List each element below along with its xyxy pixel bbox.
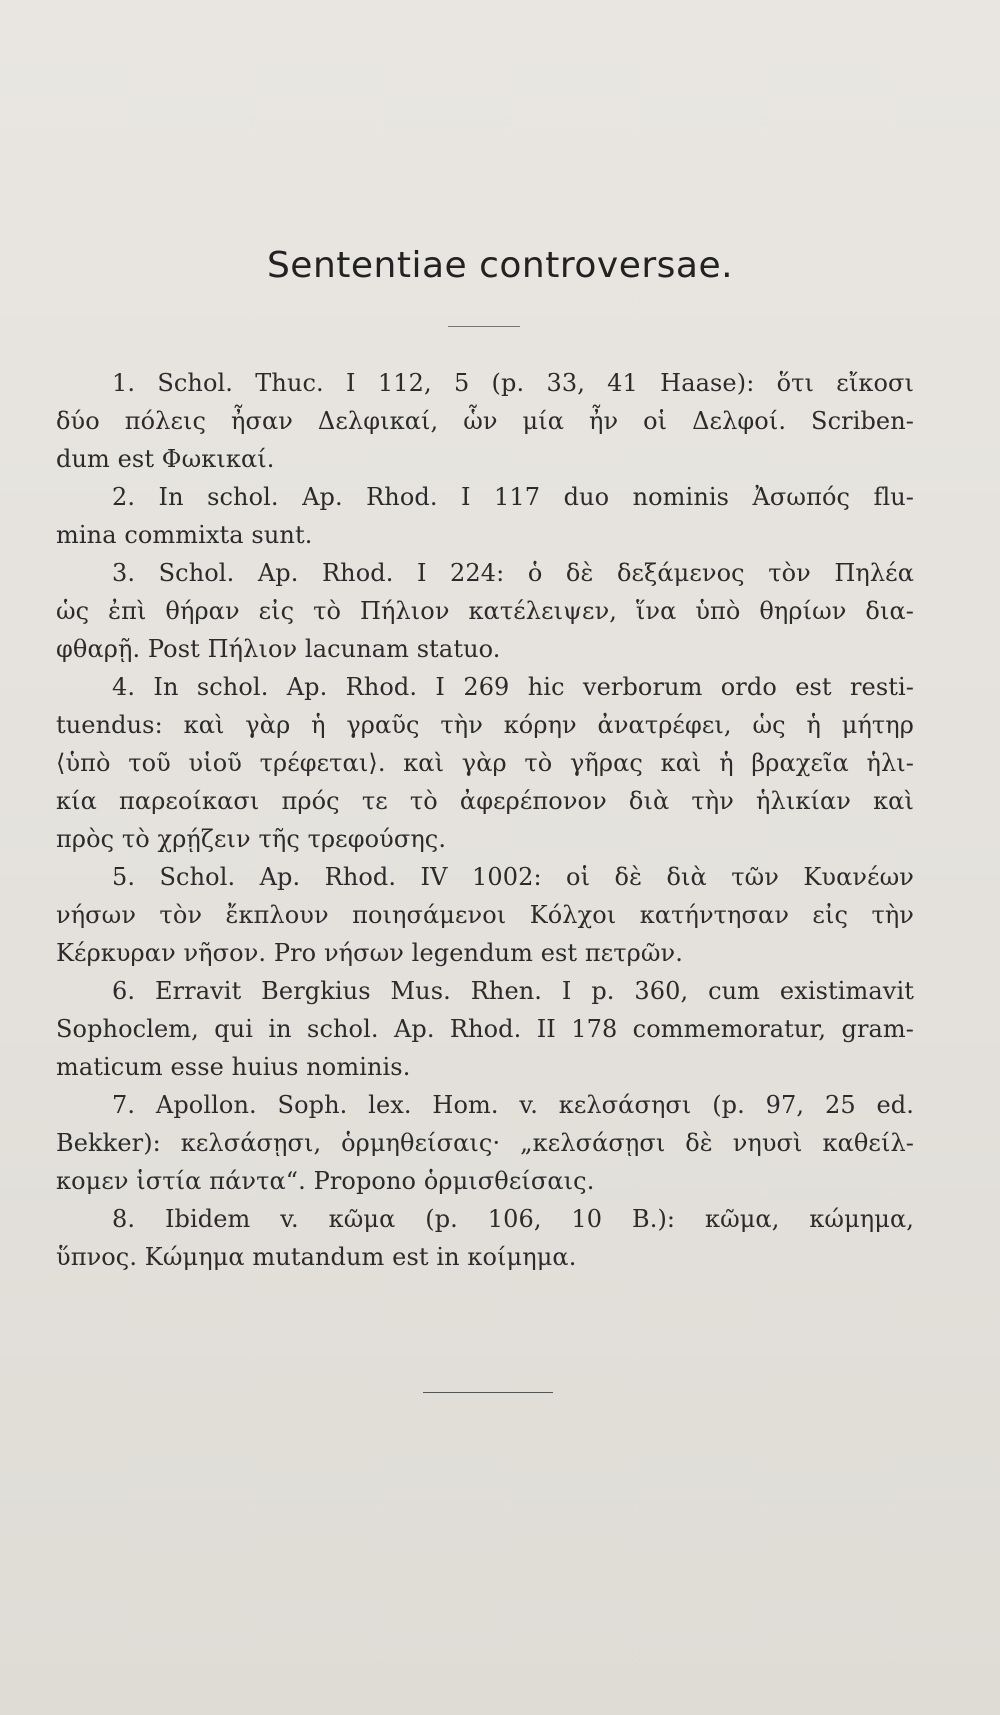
text-line: Κέρκυραν νῆσον. Pro νήσων legendum est πετρῶν. xyxy=(56,939,683,967)
text-line: ὕπνος. Κώμημα mutandum est in κοίμημα. xyxy=(56,1243,577,1271)
text-line: 1. Schol. Thuc. I 112, 5 (p. 33, 41 Haase): ὅτι εἴκοσι xyxy=(112,369,914,397)
text-line: ὡς ἐπὶ θήραν εἰς τὸ Πήλιον κατέλειψεν, ἵνα ὑπὸ θηρίων δια- xyxy=(56,597,914,625)
text-line: 2. In schol. Ap. Rhod. I 117 duo nominis Ἀσωπός flu- xyxy=(112,483,914,511)
text-line: 8. Ibidem v. κῶμα (p. 106, 10 B.): κῶμα, κώμημα, xyxy=(112,1205,914,1233)
text-line: Bekker): κελσάσῃσι, ὁρμηθείσαις· „κελσάσῃσι δὲ νηυσὶ καθείλ- xyxy=(56,1129,914,1157)
text-line: mina commixta sunt. xyxy=(56,521,313,549)
text-line: κία παρεοίκασι πρός τε τὸ ἀφερέπονον διὰ τὴν ἡλικίαν καὶ xyxy=(56,787,914,815)
text-line: δύο πόλεις ἦσαν Δελφικαί, ὧν μία ἦν οἱ Δελφοί. Scriben- xyxy=(56,407,914,435)
text-body xyxy=(56,364,914,1276)
text-line: Sophoclem, qui in schol. Ap. Rhod. II 178 commemoratur, gram- xyxy=(56,1015,914,1043)
text-line: 5. Schol. Ap. Rhod. IV 1002: οἱ δὲ διὰ τῶν Κυανέων xyxy=(112,863,914,891)
text-line: tuendus: καὶ γὰρ ἡ γραῦς τὴν κόρην ἀνατρέφει, ὡς ἡ μήτηρ xyxy=(56,711,914,739)
title-divider xyxy=(448,326,520,327)
text-line: 3. Schol. Ap. Rhod. I 224: ὁ δὲ δεξάμενος τὸν Πηλέα xyxy=(112,559,914,587)
text-line: 7. Apollon. Soph. lex. Hom. v. κελσάσησι (p. 97, 25 ed. xyxy=(112,1091,914,1119)
text-line: dum est Φωκικαί. xyxy=(56,445,275,473)
text-line: νήσων τὸν ἔκπλουν ποιησάμενοι Κόλχοι κατήντησαν εἰς τὴν xyxy=(56,901,914,929)
text-line: πρὸς τὸ χρῄζειν τῆς τρεφούσης. xyxy=(56,825,447,853)
text-line: ⟨ὑπὸ τοῦ υἱοῦ τρέφεται⟩. καὶ γὰρ τὸ γῆρας καὶ ἡ βραχεῖα ἡλι- xyxy=(56,749,914,777)
text-line: maticum esse huius nominis. xyxy=(56,1053,411,1081)
text-line: 4. In schol. Ap. Rhod. I 269 hic verborum ordo est resti- xyxy=(112,673,914,701)
text-line: φθαρῇ. Post Πήλιον lacunam statuo. xyxy=(56,635,501,663)
text-line: 6. Erravit Bergkius Mus. Rhen. I p. 360, cum existimavit xyxy=(112,977,914,1005)
page-title: Sententiae controversae. xyxy=(266,245,734,286)
end-divider xyxy=(423,1392,553,1393)
text-line: κομεν ἱστία πάντα“. Propono ὁρμισθείσαις. xyxy=(56,1167,595,1195)
